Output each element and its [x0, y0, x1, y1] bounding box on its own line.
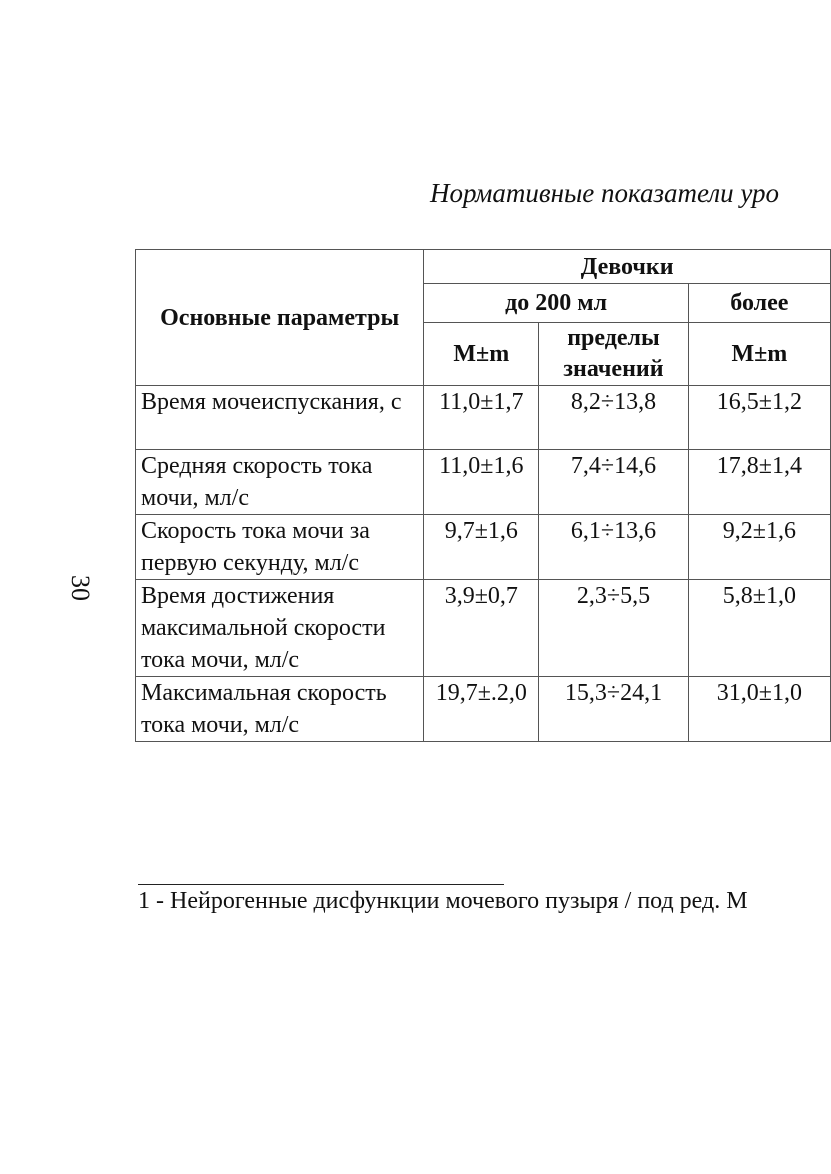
cell-value: 31,0±1,0 — [688, 677, 830, 742]
leaf-header-mean-2: M±m — [688, 323, 830, 386]
cell-value: 17,8±1,4 — [688, 450, 830, 515]
row-label: Скорость тока мочи за первую секунду, мл/с — [136, 515, 424, 580]
cell-value: 9,7±1,6 — [424, 515, 539, 580]
table-row — [136, 580, 831, 677]
subgroup-header-under-200: до 200 мл — [424, 284, 688, 323]
cell-value: 8,2÷13,8 — [539, 386, 689, 450]
cell-value: 11,0±1,7 — [424, 386, 539, 450]
table-row — [136, 450, 831, 515]
subgroup-header-over: более — [688, 284, 830, 323]
row-label: Максимальная скорость тока мочи, мл/с — [136, 677, 424, 742]
row-label: Время мочеиспускания, с — [136, 386, 424, 450]
table-row — [136, 677, 831, 742]
cell-value: 6,1÷13,6 — [539, 515, 689, 580]
leaf-header-range: пределы значений — [539, 323, 689, 386]
cell-value: 19,7±.2,0 — [424, 677, 539, 742]
cell-value: 5,8±1,0 — [688, 580, 830, 677]
footnote: 1 - Нейрогенные дисфункции мочевого пузыря / под ред. М — [138, 888, 748, 914]
page-number: 30 — [66, 575, 95, 601]
cell-value: 7,4÷14,6 — [539, 450, 689, 515]
girls-header: Девочки — [424, 250, 831, 284]
cell-value: 3,9±0,7 — [424, 580, 539, 677]
footnote-rule — [138, 884, 504, 885]
param-header: Основные параметры — [136, 250, 424, 386]
cell-value: 16,5±1,2 — [688, 386, 830, 450]
row-label: Средняя скорость тока мочи, мл/с — [136, 450, 424, 515]
table-row — [136, 515, 831, 580]
cell-value: 2,3÷5,5 — [539, 580, 689, 677]
norms-table — [135, 249, 831, 742]
table-caption: Нормативные показатели уро — [430, 178, 779, 208]
leaf-header-mean: M±m — [424, 323, 539, 386]
cell-value: 11,0±1,6 — [424, 450, 539, 515]
cell-value: 9,2±1,6 — [688, 515, 830, 580]
row-label: Время достижения максимальной скорости тока мочи, мл/с — [136, 580, 424, 677]
table-row — [136, 386, 831, 450]
cell-value: 15,3÷24,1 — [539, 677, 689, 742]
